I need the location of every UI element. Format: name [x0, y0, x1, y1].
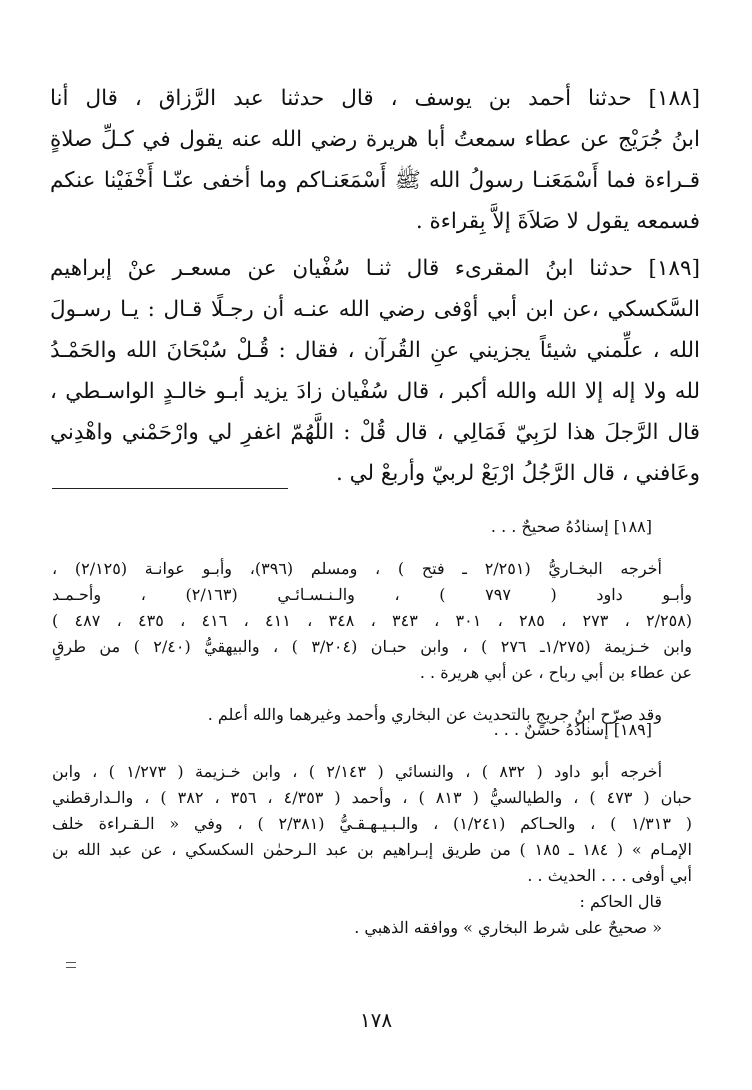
footnote-line: أبي أوفى . . . الحديث . . [527, 866, 692, 885]
text-line: [١٨٩] حدثنا ابنُ المقرىء قال ثنـا سُفْيان عن مسعـر عنْ إبراهيم [50, 256, 700, 281]
footnote-line: ( ١/٣١٣ ) ، والحـاكم (١/٢٤١) ، والـبـيـهـقـيُّ (٢/٣٨١ ) ، وفي « الـقـراءة خلف [52, 814, 692, 833]
footnote-line: أخرجه أبو داود ( ٨٣٢ ) ، والنسائي ( ٢/١٤٣ ) ، وابن خـزيمة ( ١/٢٧٣ ) ، وابن [52, 762, 663, 781]
text-line: قـراءة فما أَسْمَعَنـا رسولُ الله ﷺ أَسْمَعَنـاكم وما أخفى عنّـا أَخْفَيْنا عنكم [50, 168, 700, 193]
text-line: فسمعه يقول لا صَلاَةَ إلاَّ بِقراءة . [415, 209, 700, 234]
hadith-188-text [50, 78, 700, 242]
footnote-line: الإمـام » ( ١٨٤ ـ ١٨٥ ) من طريق إبـراهيم بن عبد الـرحمٰن السكسكي ، عن عبد الله بن [52, 840, 693, 859]
hadith-188 [50, 78, 700, 242]
hadith-189 [50, 248, 700, 494]
text-line: [١٨٨] حدثنا أحمد بن يوسف ، قال حدثنا عبد الرَّزاق ، قال أنا [50, 86, 700, 111]
text-line: لله ولا إله إلا الله والله أكبر ، قال سُفْيان زادَ يزيد أبـو خالـدٍ الواسـطي ، [50, 379, 700, 404]
footnote-note: وقد صرّح ابنُ جريجٍ بالتحديث عن البخاري وأحمد وغيرهما والله أعلم . [207, 705, 662, 724]
footnote-line: عن عطاء بن أبي رباح ، عن أبي هريرة . . [419, 663, 692, 682]
hakim-label: قال الحاكم : [579, 892, 662, 911]
text-line: قال الرَّجلَ هذا لرَبِيّ فَمَالِي ، قال قُلْ : اللَّهُمّ اغفرِ لي وارْحَمْني واهْدِني [50, 420, 700, 445]
page-number: ١٧٨ [359, 1008, 393, 1032]
footnote-line: وأبـو داود ( ٧٩٧ ) ، والـنـسـائـي (٢/١٦٣) ، وأحـمـد [52, 585, 692, 604]
footnote-separator [52, 488, 288, 489]
text-line: ابنُ جُرَيْج عن عطاء سمعتُ أبا هريرة رضي الله عنه يقول في كـلِّ صلاةٍ [50, 127, 700, 152]
footnote-188-body [52, 556, 692, 686]
footnote-heading: [١٨٨] إسنادُهُ صحيحٌ . . . [490, 517, 652, 536]
hakim-quote: « صحيحٌ على شرط البخاري » ووافقه الذهبي . [354, 918, 662, 937]
footnote-line: (٢/٢٥٨ ، ٢٧٣ ، ٢٨٥ ، ٣٠١ ، ٣٤٣ ، ٣٤٨ ، ٤١١ ، ٤١٦ ، ٤٣٥ ، ٤٨٧ ) [52, 611, 693, 630]
text-line: السَّكسكي ،عن ابن أبي أوْفى رضي الله عنـه أن رجـلًا قـال : يـا رسـولَ [50, 297, 700, 322]
footnote-line: أخرجه البخـاريُّ (٢/٢٥١ ـ فتح ) ، ومسلم (٣٩٦)، وأبـو عوانـة (٢/١٢٥) ، [52, 559, 662, 578]
margin-mark [66, 962, 76, 968]
footnote-heading: [١٨٩] إسنادُهُ حسنٌ . . . [493, 720, 652, 739]
footnote-line: حبان ( ٤٧٣ ) ، والطيالسيُّ ( ٨١٣ ) ، وأحمد ( ٤/٣٥٣ ، ٣٥٦ ، ٣٨٢ ) ، والـدارقطني [52, 788, 692, 807]
footnote-189-body [52, 759, 692, 889]
footnote-189 [52, 717, 692, 941]
text-line: الله ، علِّمني شيئاً يجزيني عنِ القُرآن ، فقال : قُـلْ سُبْحَانَ الله والحَمْـدُ [50, 338, 700, 363]
footnote-188 [52, 514, 692, 728]
hadith-189-text [50, 248, 700, 494]
text-line: وعَافني ، قال الرَّجُلُ ارْبَعْ لربيّ وأربعْ لي . [335, 461, 700, 486]
footnote-line: وابن خـزيمة (١/٢٧٥ـ ٢٧٦ ) ، وابن حبـان (٣/٢٠٤ ) ، والبيهقيُّ (٢/٤٠ ) من طرقٍ [52, 637, 693, 656]
